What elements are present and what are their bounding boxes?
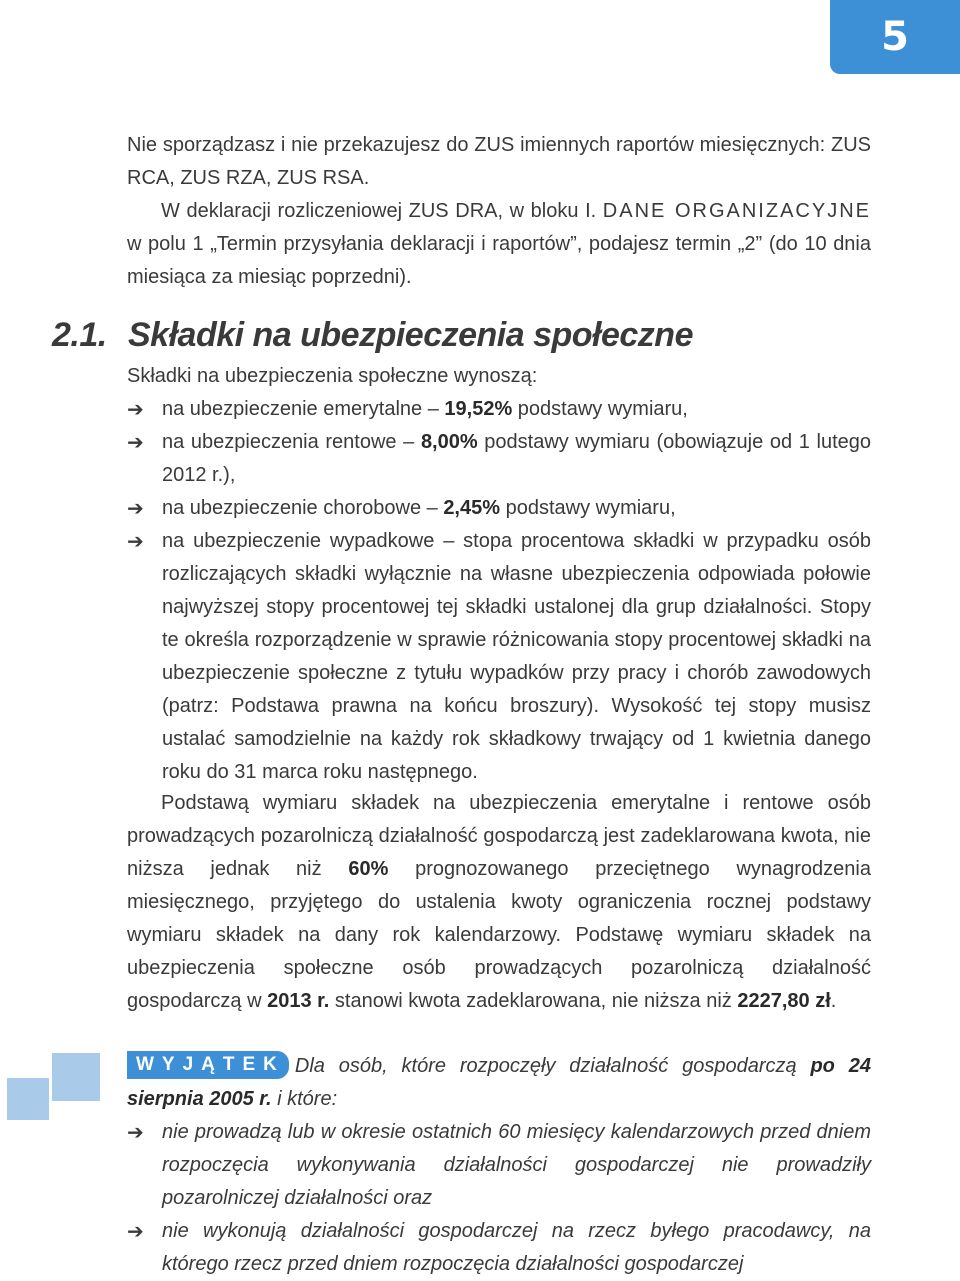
- intro-paragraph: [127, 129, 871, 195]
- exception-list-item: ➔ nie prowadzą lub w okresie ostatnich 60 miesięcy kalendarzowych przed dniem rozpoczęcia wykonywania działalności gospodarczej nie prowadziły pozarolniczej działalności oraz: [127, 1116, 871, 1215]
- arrow-right-icon: ➔: [127, 430, 144, 454]
- section-lead: Składki na ubezpieczenia społeczne wynoszą:: [127, 365, 538, 387]
- basis-paragraph: Podstawą wymiaru składek na ubezpieczenia emerytalne i rentowe osób prowadzących pozarolniczą działalność gospodarczą jest zadeklarowana kwota, nie niższa jednak niż 60% prognozowanego przeciętnego wynagrodzenia miesięcznego, przyjętego do ustalenia kwoty ograniczenia rocznej podstawy wymiaru składek na dany rok kalendarzowy. Podstawę wymiaru składek na ubezpieczenia społeczne osób prowadzących pozarolniczą działalność gospodarczą w 2013 r. stanowi kwota zadeklarowana, nie niższa niż 2227,80 zł.: [127, 792, 871, 1012]
- page-number-tab: [830, 0, 960, 74]
- arrow-right-icon: ➔: [127, 1219, 144, 1243]
- list-item: ➔ na ubezpieczenia rentowe – 8,00% podstawy wymiaru (obowiązuje od 1 lutego 2012 r.),: [127, 426, 871, 492]
- arrow-right-icon: ➔: [127, 397, 144, 421]
- intro-paragraph-2: [127, 195, 871, 294]
- page-number: 5: [881, 14, 909, 60]
- exception-list-item: ➔ nie wykonują działalności gospodarczej na rzecz byłego pracodawcy, na którego rzecz przed dniem rozpoczęcia działalności gospodarczej: [127, 1215, 871, 1281]
- exception-decor-square-small: [7, 1078, 49, 1120]
- intro-text-start: W deklaracji rozliczeniowej ZUS DRA, w bloku I.: [161, 200, 603, 222]
- arrow-right-icon: ➔: [127, 1120, 144, 1144]
- arrow-right-icon: ➔: [127, 529, 144, 553]
- intro-text: Nie sporządzasz i nie przekazujesz do ZUS imiennych raportów miesięcznych: ZUS RCA, ZUS RZA, ZUS RSA.: [127, 134, 871, 189]
- arrow-right-icon: ➔: [127, 496, 144, 520]
- section-heading: [52, 316, 693, 355]
- list-item: ➔ na ubezpieczenie wypadkowe – stopa procentowa składki w przypadku osób rozliczających składki wyłącznie na własne ubezpieczenia odpowiada połowie najwyższej stopy procentowej tej składki ustalonej dla grup działalności. Stopy te określa rozporządzenie w sprawie różnicowania stopy procentowej składki na ubezpieczenie społeczne z tytułu wypadków przy pracy i chorób zawodowych (patrz: Podstawa prawna na końcu broszury). Wysokość tej stopy musisz ustalać samodzielnie na każdy rok składkowy trwający od 1 kwietnia danego roku do 31 marca roku następnego.: [127, 525, 871, 789]
- intro-caps-block: DANE ORGANIZACYJNE: [602, 200, 871, 222]
- exception-decor-square: [52, 1053, 100, 1101]
- intro-text-end: w polu 1 „Termin przysyłania deklaracji i raportów”, podajesz termin „2” (do 10 dnia miesiąca za miesiąc poprzedni).: [127, 233, 871, 288]
- section-number: 2.1.: [52, 316, 107, 354]
- exception-paragraph: WYJĄTEK Dla osób, które rozpoczęły działalność gospodarczą po 24 sierpnia 2005 r. i które:: [127, 1050, 871, 1116]
- section-title: Składki na ubezpieczenia społeczne: [128, 316, 693, 354]
- exception-badge: WYJĄTEK: [127, 1051, 289, 1079]
- list-item: ➔ na ubezpieczenie chorobowe – 2,45% podstawy wymiaru,: [127, 492, 871, 525]
- list-item: ➔ na ubezpieczenie emerytalne – 19,52% podstawy wymiaru,: [127, 393, 871, 426]
